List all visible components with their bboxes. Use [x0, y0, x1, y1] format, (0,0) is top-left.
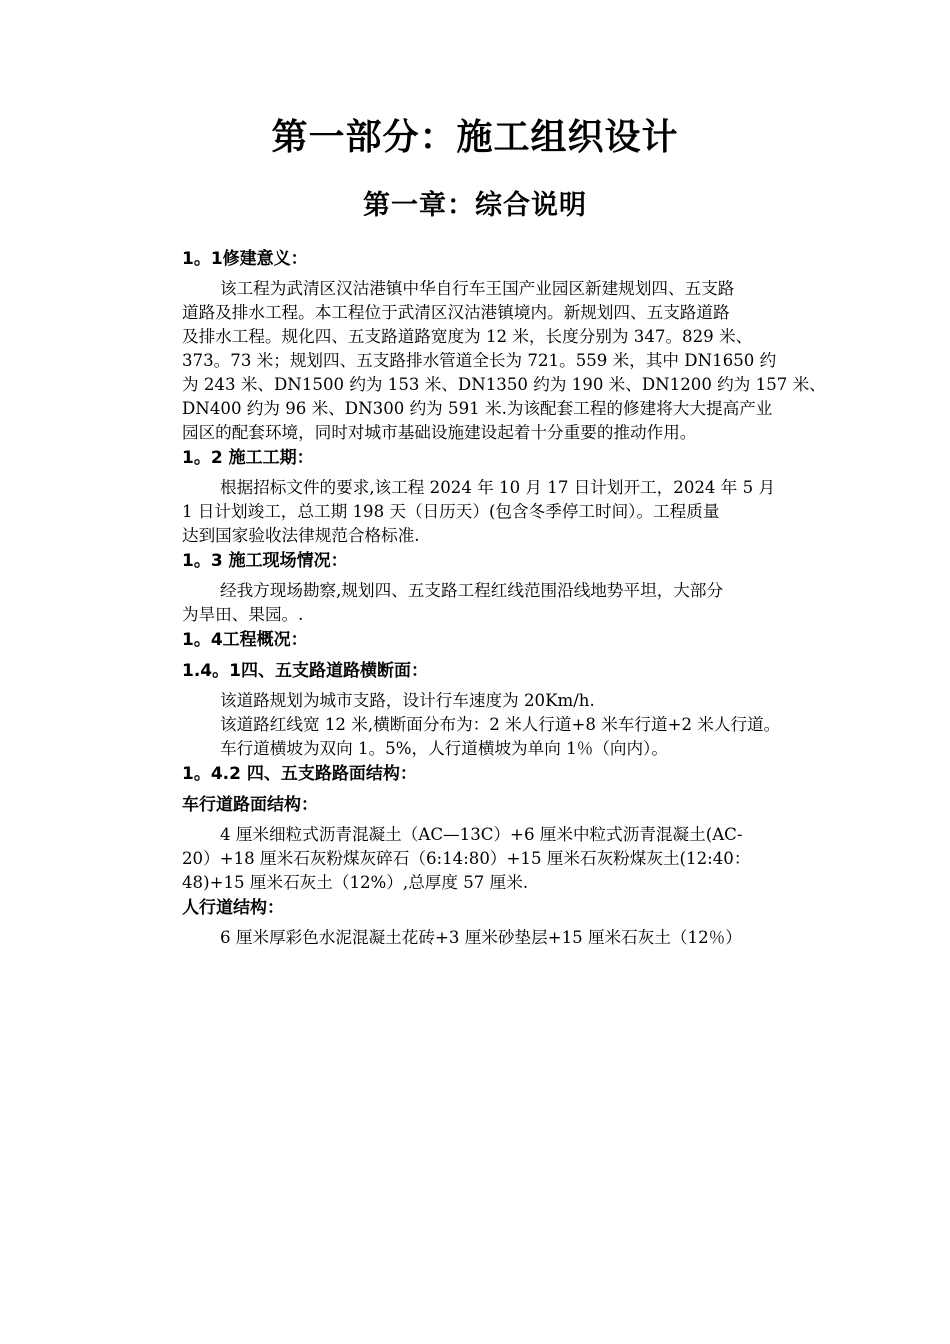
paragraph-line: 为 243 米、DN1500 约为 153 米、DN1350 约为 190 米、DN1200 约为 157 米、 [182, 375, 826, 394]
section-paragraph-1-3 [182, 577, 830, 625]
subsection-paragraph-1-4-1 [182, 687, 830, 759]
section-paragraph-1-2 [182, 474, 830, 546]
paragraph-line: 1 日计划竣工，总工期 198 天（日历天）(包含冬季停工时间）。工程质量 [182, 502, 720, 521]
subsection-heading-1-4-1: 1.4。1四、五支路道路横断面： [182, 661, 428, 681]
paragraph-line: 车行道横坡为双向 1。5%，人行道横坡为单向 1％（向内）。 [220, 739, 668, 758]
document-title: 第一部分：施工组织设计 [271, 117, 679, 158]
paragraph-line: 6 厘米厚彩色水泥混凝土花砖+3 厘米砂垫层+15 厘米石灰土（12％） [220, 928, 742, 947]
document-body [182, 244, 830, 948]
paragraph-line: 道路及排水工程。本工程位于武清区汉沽港镇境内。新规划四、五支路道路 [182, 303, 730, 322]
paragraph-line: 该道路红线宽 12 米,横断面分布为：2 米人行道+8 米车行道+2 米人行道。 [220, 715, 781, 734]
sidewalk-structure-heading: 人行道结构： [182, 898, 284, 918]
paragraph-line: 园区的配套环境，同时对城市基础设施建设起着十分重要的推动作用。 [182, 423, 697, 442]
chapter-title: 第一章：综合说明 [363, 190, 587, 221]
section-heading-1-1: 1。1修建意义： [182, 249, 308, 269]
subsection-heading-1-4-2: 1。4.2 四、五支路路面结构： [182, 764, 417, 784]
paragraph-line: 373。73 米；规划四、五支路排水管道全长为 721。559 米，其中 DN1650 约 [182, 351, 777, 370]
carriageway-structure-heading: 车行道路面结构： [182, 795, 318, 815]
paragraph-line: 4 厘米细粒式沥青混凝土（AC—13C）+6 厘米中粒式沥青混凝土(AC- [220, 825, 743, 844]
section-heading-1-3: 1。3 施工现场情况： [182, 551, 348, 571]
carriageway-structure-paragraph [182, 821, 830, 893]
paragraph-line: 该道路规划为城市支路，设计行车速度为 20Km/h. [220, 691, 595, 710]
paragraph-line: 经我方现场勘察,规划四、五支路工程红线范围沿线地势平坦，大部分 [220, 581, 724, 600]
paragraph-line: 根据招标文件的要求,该工程 2024 年 10 月 17 日计划开工，2024 年 5 月 [220, 478, 776, 497]
paragraph-line: 为旱田、果园。. [182, 605, 304, 624]
paragraph-line: 48)+15 厘米石灰土（12%）,总厚度 57 厘米. [182, 873, 529, 892]
section-heading-1-4: 1。4工程概况： [182, 630, 308, 650]
section-heading-1-2: 1。2 施工工期： [182, 448, 314, 468]
paragraph-line: 20）+18 厘米石灰粉煤灰碎石（6:14:80）+15 厘米石灰粉煤灰土(12:40： [182, 849, 751, 868]
paragraph-line: DN400 约为 96 米、DN300 约为 591 米.为该配套工程的修建将大大提高产业 [182, 399, 773, 418]
section-paragraph-1-1 [182, 275, 830, 443]
paragraph-line: 及排水工程。规化四、五支路道路宽度为 12 米，长度分别为 347。829 米、 [182, 327, 753, 346]
sidewalk-structure-paragraph [182, 924, 830, 948]
paragraph-line: 该工程为武清区汉沽港镇中华自行车王国产业园区新建规划四、五支路 [220, 279, 735, 298]
paragraph-line: 达到国家验收法律规范合格标准. [182, 526, 420, 545]
